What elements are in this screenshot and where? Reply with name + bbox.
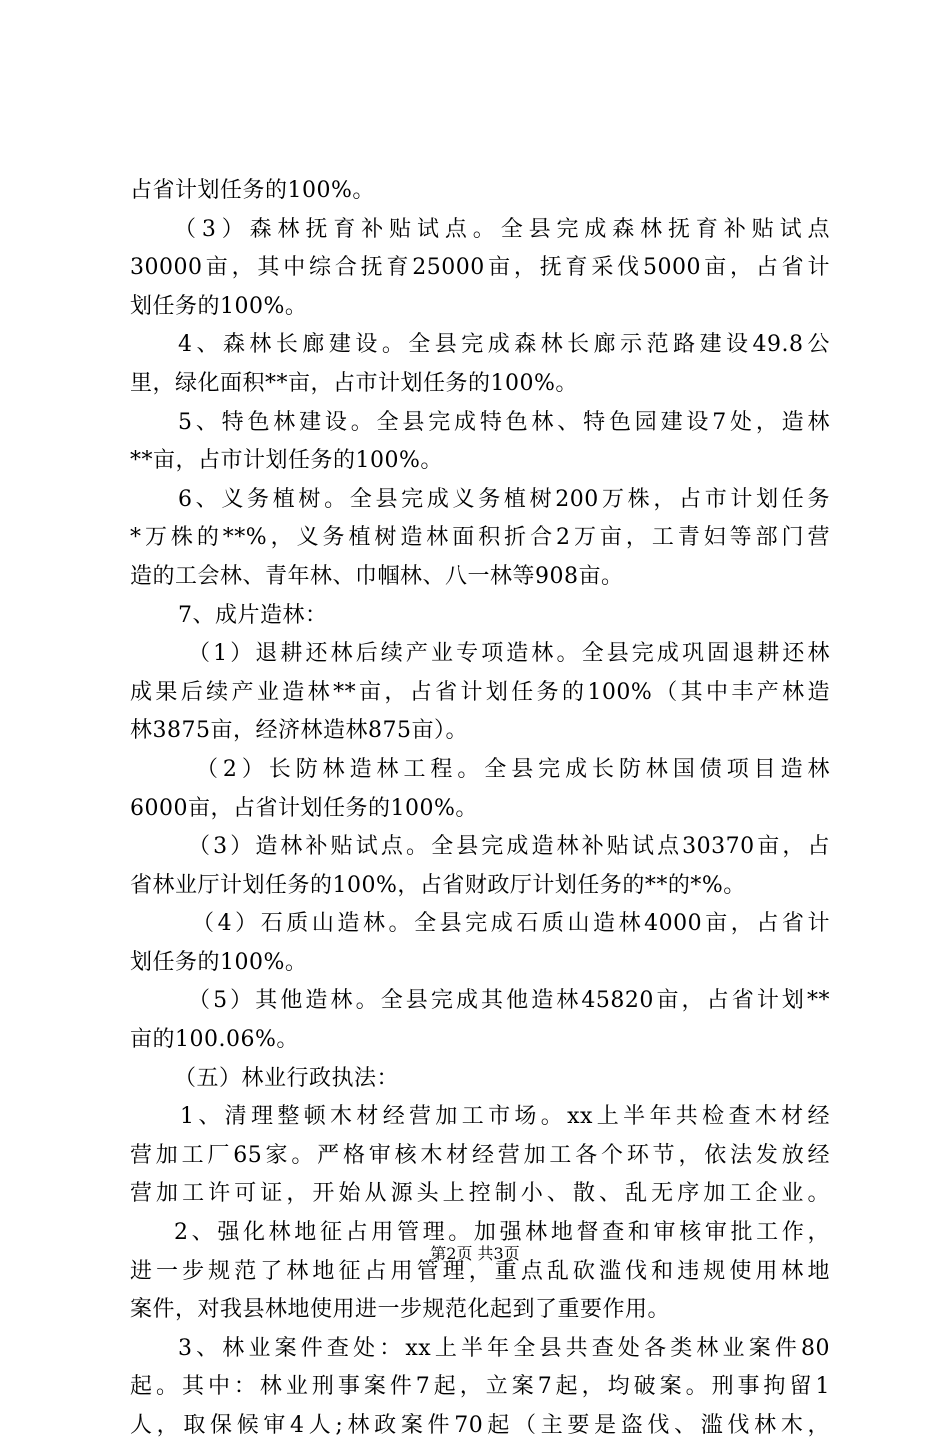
text-line: 6000亩，占省计划任务的100%。	[130, 795, 478, 821]
text-line: 30000亩，其中综合抚育25000亩，抚育采伐5000亩，占省计	[130, 255, 830, 281]
text-line: （1）退耕还林后续产业专项造林。全县完成巩固退耕还林	[188, 641, 830, 667]
text-line: （4）石质山造林。全县完成石质山造林4000亩，占省计	[192, 911, 830, 937]
text-line: 营加工厂65家。严格审核木材经营加工各个环节，依法发放经	[130, 1142, 830, 1168]
text-line: 亩的100.06%。	[130, 1027, 299, 1053]
text-line: 2、强化林地征占用管理。加强林地督查和审核审批工作，	[174, 1220, 830, 1246]
text-line: 案件，对我县林地使用进一步规范化起到了重要作用。	[130, 1297, 671, 1323]
text-line: 人，取保候审4人;林政案件70起（主要是盗伐、滥伐林木，	[130, 1413, 830, 1438]
text-line: 3、林业案件查处：xx上半年全县共查处各类林业案件80	[178, 1335, 830, 1361]
text-line: 划任务的100%。	[130, 949, 308, 975]
text-line: 划任务的100%。	[130, 293, 308, 319]
text-line: （5）其他造林。全县完成其他造林45820亩，占省计划**	[188, 988, 830, 1014]
text-line: **亩，占市计划任务的100%。	[130, 448, 443, 474]
text-line: 营加工许可证，开始从源头上控制小、散、乱无序加工企业。	[130, 1181, 830, 1207]
text-line: 林3875亩，经济林造林875亩）。	[130, 718, 468, 744]
text-line: 起。其中：林业刑事案件7起，立案7起，均破案。刑事拘留1	[130, 1374, 830, 1400]
text-line: 1、清理整顿木材经营加工市场。xx上半年共检查木材经	[180, 1104, 830, 1130]
text-line: （五）林业行政执法：	[174, 1065, 400, 1091]
text-line: 成果后续产业造林**亩，占省计划任务的100%（其中丰产林造	[130, 679, 830, 705]
text-line: 造的工会林、青年林、巾帼林、八一林等908亩。	[130, 563, 624, 589]
text-line: （2）长防林造林工程。全县完成长防林国债项目造林	[196, 756, 830, 782]
text-line: *万株的**%，义务植树造林面积折合2万亩，工青妇等部门营	[130, 525, 830, 551]
text-line: 省林业厅计划任务的100%，占省财政厅计划任务的**的*%。	[130, 872, 746, 898]
text-line: （3）森林抚育补贴试点。全县完成森林抚育补贴试点	[174, 216, 830, 242]
text-line: （3）造林补贴试点。全县完成造林补贴试点30370亩，占	[188, 834, 830, 860]
text-line: 5、特色林建设。全县完成特色林、特色园建设7处，造林	[178, 409, 830, 435]
text-line: 里，绿化面积**亩，占市计划任务的100%。	[130, 370, 578, 396]
text-line: 占省计划任务的100%。	[130, 178, 375, 203]
page-footer: 第2页 共3页	[430, 1244, 520, 1263]
text-line: 进一步规范了林地征占用管理，重点乱砍滥伐和违规使用林地	[130, 1258, 830, 1284]
text-line: 6、义务植树。全县完成义务植树200万株，占市计划任务	[178, 486, 830, 512]
text-line: 4、森林长廊建设。全县完成森林长廊示范路建设49.8公	[178, 332, 830, 358]
text-line: 7、成片造林：	[178, 602, 328, 628]
